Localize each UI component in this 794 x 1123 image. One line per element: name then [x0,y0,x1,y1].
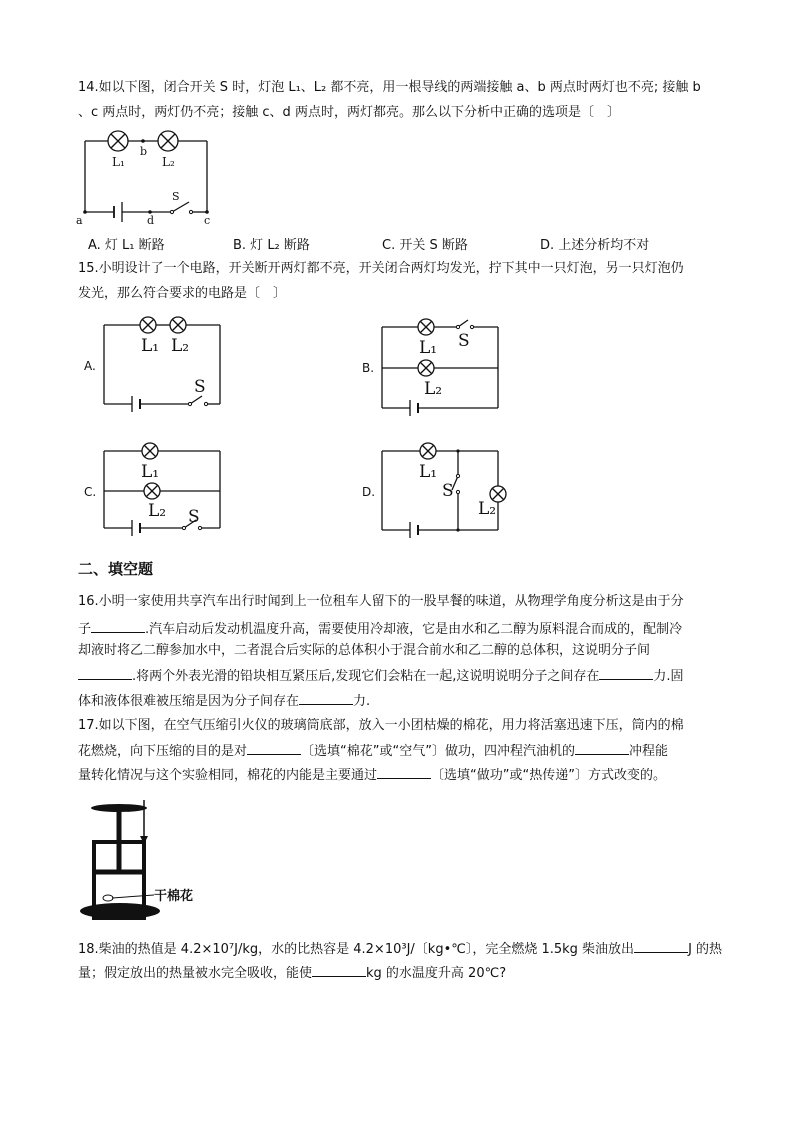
q14-option-b: B. 灯 L₂ 断路 [233,238,310,253]
q15-a-l2: L₂ [171,336,190,356]
q17-line2: 花燃烧，向下压缩的目的是对 〔选填“棉花”或“空气”〕做功，四冲程汽油机的 冲程能 [78,744,668,759]
q15-d-s: S [442,481,454,501]
blank[interactable] [312,964,366,977]
q14-label-l1: L₁ [112,155,125,169]
q15-circuit-a [84,312,234,420]
blank[interactable] [78,667,132,680]
blank[interactable] [634,940,688,953]
q14-label-c: c [204,214,211,227]
q15-c-l1: L₁ [141,462,160,482]
q14-label-l2: L₂ [162,155,175,169]
q15-a-s: S [194,377,206,397]
blank[interactable] [377,766,431,779]
q15-circuit-d-label: D. [362,485,376,499]
q14-label-s: S [172,190,180,203]
q15-circuit-b-label: B. [362,361,375,375]
q15-b-s: S [458,331,470,351]
q14-label-d: d [147,214,155,227]
q17-fire-syringe-figure [74,792,224,924]
q15-c-s: S [188,507,200,527]
q17-line1: 17.如以下图，在空气压缩引火仪的玻璃筒底部，放入一小团枯燥的棉花，用力将活塞迅速下压，筒内的棉 [78,718,684,733]
q14-line2: 、c 两点时，两灯仍不亮；接触 c、d 两点时，两灯都亮。那么以下分析中正确的选项是〔 〕 [78,105,620,120]
q15-circuit-d [362,440,512,544]
q15-circuit-c [84,440,234,544]
q16-line1: 16.小明一家使用共享汽车出行时闻到上一位租车人留下的一股早餐的味道，从物理学角度分析这是由于分 [78,594,684,609]
q17-figure-label: 干棉花 [154,889,194,904]
q15-b-l1: L₁ [419,338,438,358]
q16-line3: 却液时将乙二醇参加水中，二者混合后实际的总体积小于混合前水和乙二醇的总体积，这说明分子间 [78,643,651,658]
q14-line1: 14.如以下图，闭合开关 S 时，灯泡 L₁、L₂ 都不亮，用一根导线的两端接触 a、b 两点时两灯也不亮; 接触 b [78,80,701,95]
q14-label-b: b [140,145,148,158]
q15-a-l1: L₁ [141,336,160,356]
q15-d-l1: L₁ [419,462,438,482]
q14-option-d: D. 上述分析均不对 [540,238,650,253]
q18-line2: 量；假定放出的热量被水完全吸收，能使 kg 的水温度升高 20℃? [78,966,507,981]
q15-circuit-a-label: A. [84,359,96,373]
q14-circuit-diagram [76,126,226,226]
q15-b-l2: L₂ [424,379,443,399]
q14-option-a: A. 灯 L₁ 断路 [88,238,165,253]
q17-line3: 量转化情况与这个实验相同，棉花的内能是主要通过 〔选填“做功”或“热传递”〕方式改变的。 [78,768,666,783]
q15-d-l2: L₂ [478,499,497,519]
q15-c-l2: L₂ [148,501,167,521]
q15-line1: 15.小明设计了一个电路，开关断开两灯都不亮，开关闭合两灯均发光，拧下其中一只灯泡，另一只灯泡仍 [78,261,684,276]
blank[interactable] [247,742,301,755]
blank[interactable] [299,692,353,705]
q15-circuit-b [362,316,512,416]
blank[interactable] [599,667,653,680]
q16-line5: 体和液体很难被压缩是因为分子间存在 力. [78,694,371,709]
q18-line1: 18.柴油的热值是 4.2×10⁷J/kg，水的比热容是 4.2×10³J/〔kg•℃〕，完全燃烧 1.5kg 柴油放出 J 的热 [78,942,723,957]
blank[interactable] [575,742,629,755]
q14-label-a: a [76,214,83,227]
q14-option-c: C. 开关 S 断路 [382,238,468,253]
q15-line2: 发光，那么符合要求的电路是〔 〕 [78,286,287,301]
q15-circuit-c-label: C. [84,485,97,499]
q16-line2: 子 .汽车启动后发动机温度升高，需要使用冷却液，它是由水和乙二醇为原料混合而成的，配制冷 [78,622,683,637]
section-title: 二、填空题 [78,560,154,578]
blank[interactable] [91,620,145,633]
q16-line4: .将两个外表光滑的铅块相互紧压后,发现它们会粘在一起,这说明说明分子之间存在 力.固 [78,667,684,685]
